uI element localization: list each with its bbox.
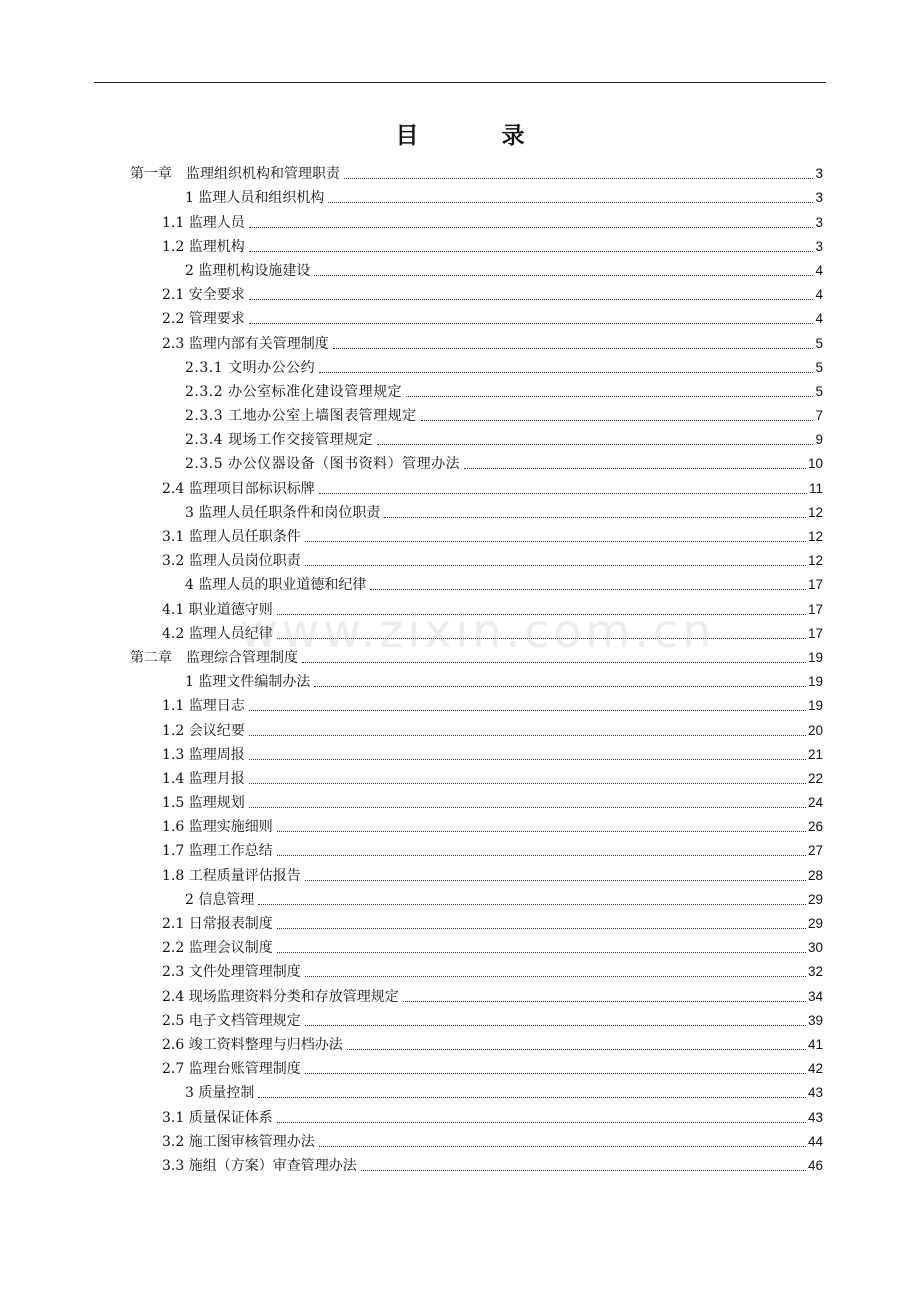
toc-entry-page-number: 5 [815,383,823,399]
toc-entry-label: 3 监理人员任职条件和岗位职责 [185,504,381,521]
toc-entry-label: 3 质量控制 [185,1085,255,1102]
toc-entry[interactable] [0,523,920,547]
toc-entry[interactable] [0,813,920,837]
toc-entry[interactable] [0,378,920,402]
toc-entry[interactable] [0,837,920,861]
toc-dot-leader [305,976,806,977]
toc-entry-page-number: 34 [807,988,823,1004]
toc-entry[interactable] [0,789,920,813]
toc-entry-page-number: 9 [815,432,823,448]
toc-entry[interactable] [0,910,920,934]
toc-entry-label: 1 监理文件编制办法 [185,674,311,691]
toc-entry-label: 1.3 监理周报 [162,746,245,763]
toc-dot-leader [314,275,813,276]
toc-entry-page-number: 4 [815,262,823,278]
toc-entry-label: 3.3 施组（方案）审查管理办法 [162,1157,357,1174]
toc-entry-page-number: 29 [807,891,823,907]
toc-entry-page-number: 32 [807,964,823,980]
toc-entry-page-number: 10 [807,456,823,472]
toc-entry-page-number: 44 [807,1133,823,1149]
toc-entry-page-number: 39 [807,1012,823,1028]
toc-dot-leader [249,299,814,300]
toc-entry[interactable] [0,620,920,644]
toc-dot-leader [384,517,806,518]
toc-entry-page-number: 28 [807,867,823,883]
toc-entry-label: 2.3 监理内部有关管理制度 [162,335,329,352]
toc-entry-page-number: 20 [807,722,823,738]
toc-entry[interactable] [0,1055,920,1079]
toc-dot-leader [249,759,806,760]
toc-dot-leader [305,565,806,566]
toc-entry-label: 2.5 电子文档管理规定 [162,1012,301,1029]
toc-entry-label: 4.1 职业道德守则 [162,601,273,618]
toc-entry-page-number: 42 [807,1061,823,1077]
toc-entry-label: 2.6 竣工资料整理与归档办法 [162,1036,343,1053]
toc-dot-leader [370,589,806,590]
toc-entry-label: 1.1 监理日志 [162,698,245,715]
toc-dot-leader [277,638,806,639]
toc-dot-leader [277,928,806,929]
toc-entry[interactable] [0,716,920,740]
toc-entry-label: 3.2 施工图审核管理办法 [162,1133,315,1150]
toc-entry[interactable] [0,426,920,450]
toc-entry[interactable] [0,547,920,571]
toc-dot-leader [277,952,806,953]
toc-entry-page-number: 24 [807,795,823,811]
toc-entry-label: 3.2 监理人员岗位职责 [162,553,301,570]
toc-entry-page-number: 3 [815,238,823,254]
toc-dot-leader [277,1122,806,1123]
toc-dot-leader [249,251,814,252]
toc-entry[interactable] [0,402,920,426]
toc-dot-leader [377,444,813,445]
toc-entry-label: 2.3.1 文明办公公约 [185,359,316,376]
toc-dot-leader [328,202,813,203]
toc-entry-page-number: 5 [815,359,823,375]
toc-entry-label: 2.3.3 工地办公室上墙图表管理规定 [185,408,417,425]
toc-entry[interactable] [0,257,920,281]
toc-dot-leader [305,1025,806,1026]
toc-entry-page-number: 17 [807,601,823,617]
toc-entry-label: 3.1 质量保证体系 [162,1109,273,1126]
toc-entry[interactable] [0,958,920,982]
toc-entry-page-number: 29 [807,916,823,931]
toc-entry-label: 1.6 监理实施细则 [162,819,273,836]
toc-entry-label: 第二章 监理综合管理制度 [130,649,298,666]
toc-entry-label: 2.2 管理要求 [162,311,245,328]
toc-dot-leader [464,468,806,469]
toc-entry-page-number: 17 [807,577,823,593]
toc-entry-page-number: 12 [807,504,823,520]
toc-dot-leader [249,783,806,784]
toc-entry[interactable] [0,861,920,885]
toc-dot-leader [249,710,806,711]
toc-entry-page-number: 12 [807,553,823,569]
toc-dot-leader [258,904,806,905]
toc-entry[interactable] [0,644,920,668]
toc-entry-page-number: 17 [807,625,823,641]
watermark: www.zixin.com.cn [240,604,716,658]
toc-dot-leader [249,323,814,324]
toc-entry-page-number: 12 [807,529,823,544]
toc-entry[interactable] [0,1128,920,1152]
toc-entry-label: 2.3.2 办公室标准化建设管理规定 [185,383,403,400]
toc-entry[interactable] [0,1103,920,1127]
toc-dot-leader [305,541,806,542]
toc-entry-page-number: 11 [808,480,823,496]
toc-entry-label: 2.7 监理台账管理制度 [162,1061,301,1078]
toc-entry-label: 第一章 监理组织机构和管理职责 [130,166,340,183]
toc-dot-leader [249,227,814,228]
toc-entry[interactable] [0,571,920,595]
toc-entry-page-number: 19 [807,649,823,665]
toc-entry-page-number: 27 [807,843,823,859]
toc-entry-page-number: 5 [815,335,823,351]
toc-dot-leader [344,178,813,179]
toc-entry[interactable] [0,1152,920,1176]
toc-dot-leader [249,735,806,736]
toc-entry-label: 2 信息管理 [185,891,255,908]
toc-entry-label: 1.1 监理人员 [162,214,245,231]
toc-entry-page-number: 46 [807,1157,823,1173]
toc-dot-leader [319,1146,806,1147]
toc-entry-label: 1 监理人员和组织机构 [185,190,325,207]
toc-entry-page-number: 3 [815,166,823,182]
toc-entry[interactable] [0,354,920,378]
toc-dot-leader [333,348,814,349]
toc-entry[interactable] [0,934,920,958]
toc-entry-page-number: 3 [815,190,823,206]
toc-entry-page-number: 43 [807,1109,823,1125]
toc-dot-leader [314,686,806,687]
toc-dot-leader [319,372,813,373]
toc-entry-page-number: 21 [807,746,823,762]
toc-entry[interactable] [0,208,920,232]
toc-dot-leader [319,493,807,494]
toc-entry-label: 1.5 监理规划 [162,795,245,812]
toc-entry-label: 3.1 监理人员任职条件 [162,529,301,545]
toc-dot-leader [403,1001,806,1002]
table-of-contents [0,160,920,1176]
toc-entry[interactable] [0,499,920,523]
toc-dot-leader [361,1170,806,1171]
toc-entry[interactable] [0,233,920,257]
toc-entry[interactable] [0,281,920,305]
toc-entry-label: 2.1 日常报表制度 [162,916,273,932]
toc-entry[interactable] [0,450,920,474]
toc-entry-page-number: 19 [807,698,823,714]
toc-entry[interactable] [0,329,920,353]
toc-entry-page-number: 22 [807,770,823,786]
toc-entry-label: 2 监理机构设施建设 [185,262,311,279]
toc-entry-label: 2.2 监理会议制度 [162,940,273,957]
toc-entry[interactable] [0,184,920,208]
toc-entry-label: 4.2 监理人员纪律 [162,625,273,642]
toc-entry-label: 2.4 现场监理资料分类和存放管理规定 [162,988,399,1005]
toc-dot-leader [406,396,813,397]
toc-entry-page-number: 7 [815,408,823,424]
toc-entry-label: 1.7 监理工作总结 [162,843,273,860]
toc-entry[interactable] [0,765,920,789]
toc-entry-page-number: 41 [807,1036,823,1052]
toc-dot-leader [249,807,806,808]
toc-dot-leader [421,420,814,421]
header-rule [94,82,826,83]
toc-entry[interactable] [0,668,920,692]
toc-entry-label: 2.1 安全要求 [162,287,245,304]
toc-entry[interactable] [0,741,920,765]
toc-dot-leader [347,1049,806,1050]
toc-entry-label: 2.3.4 现场工作交接管理规定 [185,432,374,449]
toc-dot-leader [305,1073,806,1074]
toc-entry[interactable] [0,692,920,716]
toc-title: 目 录 [395,122,555,149]
toc-entry[interactable] [0,1031,920,1055]
toc-entry[interactable] [0,886,920,910]
toc-entry[interactable] [0,305,920,329]
toc-entry-page-number: 26 [807,819,823,835]
toc-entry-page-number: 19 [807,674,823,690]
toc-dot-leader [258,1097,806,1098]
toc-entry[interactable] [0,1079,920,1103]
toc-dot-leader [305,880,806,881]
toc-entry-page-number: 43 [807,1085,823,1101]
toc-entry-label: 2.3 文件处理管理制度 [162,964,301,981]
toc-entry-page-number: 4 [815,311,823,327]
toc-entry-label: 2.3.5 办公仪器设备（图书资料）管理办法 [185,456,461,473]
toc-dot-leader [302,662,806,663]
toc-dot-leader [277,831,806,832]
toc-entry-page-number: 30 [807,940,823,956]
toc-entry[interactable] [0,1007,920,1031]
toc-entry-label: 1.2 会议纪要 [162,722,245,739]
toc-entry[interactable] [0,474,920,498]
toc-entry-label: 4 监理人员的职业道德和纪律 [185,577,367,594]
toc-entry-label: 2.4 监理项目部标识标牌 [162,480,315,497]
toc-entry-label: 1.4 监理月报 [162,770,245,787]
toc-entry[interactable] [0,160,920,184]
toc-dot-leader [277,855,806,856]
toc-entry[interactable] [0,595,920,619]
toc-entry-page-number: 3 [815,214,823,230]
toc-entry-page-number: 4 [815,287,823,303]
toc-entry-label: 1.8 工程质量评估报告 [162,867,301,884]
toc-entry-label: 1.2 监理机构 [162,238,245,255]
toc-dot-leader [277,614,806,615]
toc-entry[interactable] [0,982,920,1006]
